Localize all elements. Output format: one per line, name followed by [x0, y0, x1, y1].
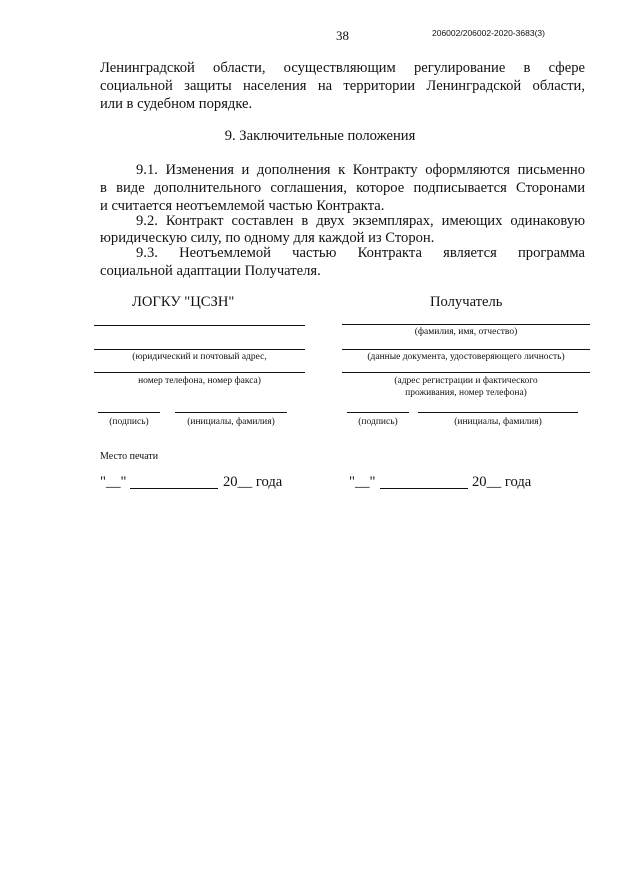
- clause-9-3-line-2: социальной адаптации Получателя.: [100, 263, 321, 279]
- provider-initials-line: [175, 412, 287, 413]
- clause-9-1-line-1: 9.1. Изменения и дополнения к Контракту оформляются письменно: [136, 162, 585, 178]
- recipient-date-year: 20__ года: [472, 474, 532, 490]
- recipient-fio-caption: (фамилия, имя, отчество): [414, 327, 518, 337]
- provider-initials-caption: (инициалы, фамилия): [187, 417, 275, 427]
- document-code: 206002/206002-2020-3683(3): [432, 28, 545, 38]
- provider-date-day: "__": [100, 474, 127, 490]
- provider-address-line: [94, 349, 305, 350]
- page-number: 38: [336, 28, 349, 43]
- clause-9-3-line-1: 9.3. Неотъемлемой частью Контракта является программа: [136, 245, 585, 261]
- provider-signature-caption: (подпись): [109, 417, 149, 427]
- provider-date-month-line: [130, 488, 218, 489]
- recipient-initials-line: [418, 412, 578, 413]
- clause-9-2-line-2: юридическую силу, по одному для каждой из Сторон.: [100, 230, 435, 246]
- recipient-reg-caption-2: проживания, номер телефона): [405, 388, 527, 398]
- recipient-reg-caption-1: (адрес регистрации и фактического: [394, 376, 538, 386]
- section-title: 9. Заключительные положения: [224, 128, 416, 144]
- intro-line-3: или в судебном порядке.: [100, 96, 253, 112]
- recipient-fio-line: [342, 324, 590, 325]
- intro-line-2: социальной защиты населения на территории Ленинградской области,: [100, 78, 585, 94]
- provider-name: ЛОГКУ "ЦСЗН": [132, 294, 235, 310]
- clause-9-1-line-2: в виде дополнительного соглашения, которое подписывается Сторонами: [100, 180, 585, 196]
- provider-date-year: 20__ года: [223, 474, 283, 490]
- provider-address-caption: (юридический и почтовый адрес,: [132, 352, 267, 362]
- intro-line-1: Ленинградской области, осуществляющим регулирование в сфере: [100, 60, 585, 76]
- clause-9-2-line-1: 9.2. Контракт составлен в двух экземплярах, имеющих одинаковую: [136, 213, 585, 229]
- recipient-date-month-line: [380, 488, 468, 489]
- recipient-date-day: "__": [349, 474, 376, 490]
- provider-phone-caption: номер телефона, номер факса): [138, 376, 261, 386]
- stamp-label: Место печати: [100, 451, 159, 462]
- recipient-id-caption: (данные документа, удостоверяющего личность): [367, 352, 565, 362]
- provider-signature-line: [98, 412, 160, 413]
- recipient-id-line: [342, 349, 590, 350]
- provider-phone-line: [94, 372, 305, 373]
- recipient-signature-caption: (подпись): [358, 417, 398, 427]
- recipient-signature-line: [347, 412, 409, 413]
- recipient-initials-caption: (инициалы, фамилия): [454, 417, 542, 427]
- recipient-reg-line: [342, 372, 590, 373]
- provider-name-line: [94, 325, 305, 326]
- recipient-name: Получатель: [430, 294, 503, 310]
- clause-9-1-line-3: и считается неотъемлемой частью Контракта.: [100, 198, 385, 214]
